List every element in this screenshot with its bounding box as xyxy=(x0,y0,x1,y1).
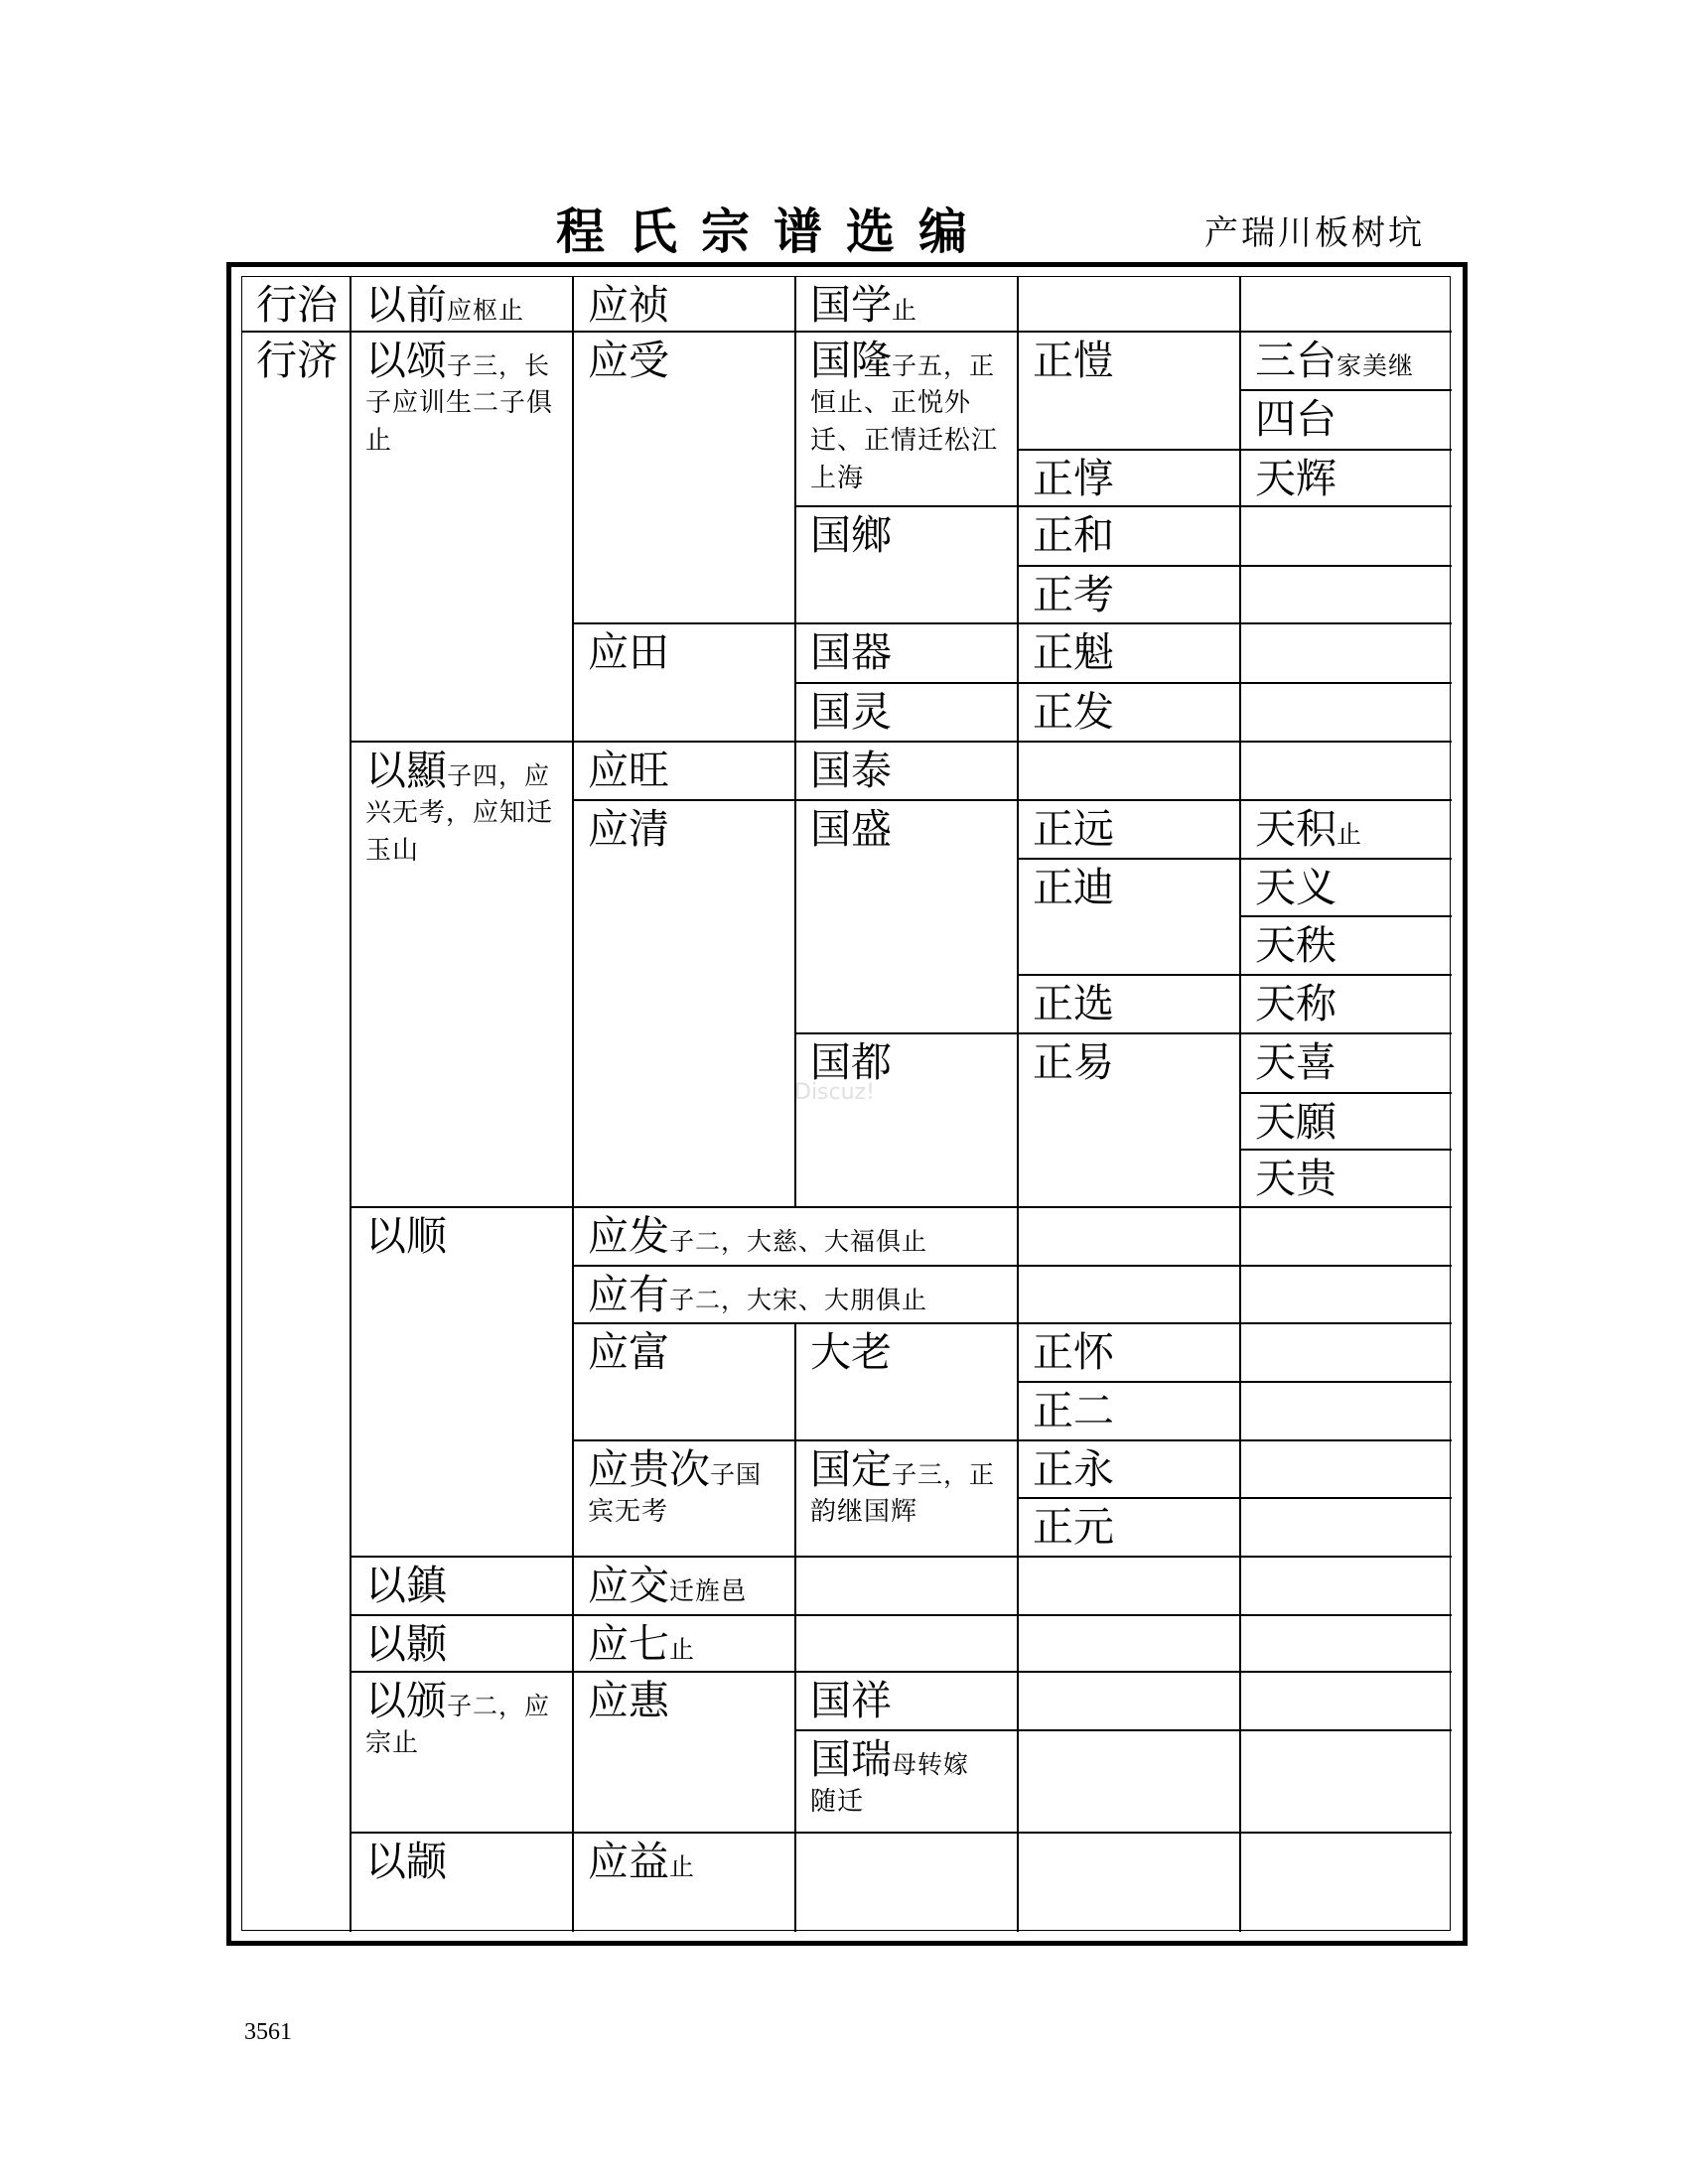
table-cell-r17c2 xyxy=(352,1208,574,1558)
table-cell-r27c6 xyxy=(1241,1834,1452,1932)
table-cell-r1c1 xyxy=(242,277,352,333)
table-cell-r14c5 xyxy=(1019,1034,1241,1208)
member-name: 正怀 xyxy=(1033,1328,1114,1376)
table-cell-r17c5 xyxy=(1019,1208,1241,1267)
table-cell-r24c6 xyxy=(1241,1616,1452,1673)
table-cell-r27c5 xyxy=(1019,1834,1241,1932)
table-cell-r6c6 xyxy=(1241,567,1452,624)
member-name: 以鎮 xyxy=(365,1562,447,1609)
table-cell-r23c6 xyxy=(1241,1558,1452,1616)
member-name: 国学 xyxy=(810,281,892,329)
member-note-continued: 韵继国辉 xyxy=(810,1497,918,1527)
member-name: 国瑞 xyxy=(810,1735,892,1783)
member-name: 应清 xyxy=(588,805,669,853)
member-name: 以顯 xyxy=(365,747,447,794)
table-cell-r7c4 xyxy=(796,624,1019,684)
member-note-continued: 宾无考 xyxy=(588,1497,669,1527)
table-cell-r14c6 xyxy=(1241,1034,1452,1094)
table-cell-r21c5 xyxy=(1019,1441,1241,1499)
table-cell-r5c5 xyxy=(1019,507,1241,567)
table-cell-r27c3 xyxy=(574,1834,796,1932)
member-name: 正和 xyxy=(1033,511,1114,559)
member-note: 迁旌邑 xyxy=(669,1576,748,1605)
table-cell-r27c4 xyxy=(796,1834,1019,1932)
table-cell-r25c4 xyxy=(796,1673,1019,1731)
member-name: 正易 xyxy=(1033,1038,1114,1086)
member-name: 天秩 xyxy=(1255,921,1336,969)
table-cell-r10c6 xyxy=(1241,801,1452,860)
table-cell-r17c6 xyxy=(1241,1208,1452,1267)
table-cell-r4c5 xyxy=(1019,451,1241,507)
member-name: 国鄉 xyxy=(810,511,892,559)
member-note: 止 xyxy=(669,1635,696,1664)
member-name: 应贵次 xyxy=(588,1445,710,1493)
table-cell-r24c4 xyxy=(796,1616,1019,1673)
table-cell-r5c4 xyxy=(796,507,1019,624)
member-name: 应益 xyxy=(588,1838,669,1885)
table-cell-r23c4 xyxy=(796,1558,1019,1616)
member-name: 应富 xyxy=(588,1328,669,1376)
member-name: 应受 xyxy=(588,337,669,384)
member-name: 国盛 xyxy=(810,805,892,853)
member-name: 以颂 xyxy=(365,337,447,384)
table-cell-r25c5 xyxy=(1019,1673,1241,1731)
table-cell-r1c4 xyxy=(796,277,1019,333)
table-cell-r8c5 xyxy=(1019,684,1241,743)
table-cell-r24c3 xyxy=(574,1616,796,1673)
table-cell-r1c5 xyxy=(1019,277,1241,333)
member-name: 应田 xyxy=(588,628,669,676)
member-note: 子三，正 xyxy=(892,1460,996,1489)
table-cell-r9c4 xyxy=(796,743,1019,801)
member-note-continued: 随迁 xyxy=(810,1787,865,1817)
member-name: 正魁 xyxy=(1033,628,1114,676)
member-note: 母转嫁 xyxy=(892,1750,970,1779)
member-name: 正考 xyxy=(1033,571,1114,618)
member-name: 正发 xyxy=(1033,688,1114,736)
member-name: 国都 xyxy=(810,1038,892,1086)
member-name: 三台 xyxy=(1255,337,1336,384)
table-cell-r21c3 xyxy=(574,1441,796,1558)
member-note: 应枢止 xyxy=(447,296,525,325)
table-cell-r21c4 xyxy=(796,1441,1019,1558)
table-cell-r18c3 xyxy=(574,1267,1019,1324)
member-note-continued: 兴无考，应知迁玉山 xyxy=(365,798,554,866)
table-cell-r22c5 xyxy=(1019,1499,1241,1558)
table-cell-r25c3 xyxy=(574,1673,796,1834)
member-name: 天贵 xyxy=(1255,1155,1336,1202)
member-name: 以顺 xyxy=(365,1212,447,1260)
table-cell-r7c3 xyxy=(574,624,796,743)
table-cell-r7c6 xyxy=(1241,624,1452,684)
member-note-continued: 宗止 xyxy=(365,1728,420,1758)
member-name: 天称 xyxy=(1255,980,1336,1027)
table-cell-r26c6 xyxy=(1241,1731,1452,1834)
member-name: 应有 xyxy=(588,1271,669,1318)
table-cell-r23c3 xyxy=(574,1558,796,1616)
table-cell-r22c6 xyxy=(1241,1499,1452,1558)
member-name: 天喜 xyxy=(1255,1038,1336,1086)
table-cell-r8c4 xyxy=(796,684,1019,743)
table-cell-r20c5 xyxy=(1019,1383,1241,1441)
table-cell-r1c2 xyxy=(352,277,574,333)
member-name: 四台 xyxy=(1255,395,1336,443)
table-cell-r3c6 xyxy=(1241,391,1452,451)
member-name: 应祯 xyxy=(588,281,669,329)
table-cell-r2c3 xyxy=(574,333,796,624)
member-name: 正元 xyxy=(1033,1503,1114,1551)
table-cell-r26c4 xyxy=(796,1731,1019,1834)
location-label: 产瑞川板树坑 xyxy=(1204,213,1425,253)
table-cell-r8c6 xyxy=(1241,684,1452,743)
member-name: 正远 xyxy=(1033,805,1114,853)
member-name: 天义 xyxy=(1255,864,1336,911)
member-note-continued: 恒止、正悦外迁、正情迁松江上海 xyxy=(810,388,999,493)
member-name: 正惇 xyxy=(1033,455,1114,502)
member-note: 止 xyxy=(669,1852,696,1881)
member-name: 大老 xyxy=(810,1328,892,1376)
member-name: 以颛 xyxy=(365,1838,447,1885)
table-cell-r18c6 xyxy=(1241,1267,1452,1324)
table-cell-r19c3 xyxy=(574,1324,796,1441)
member-note: 子三，长 xyxy=(447,351,551,380)
table-cell-r2c6 xyxy=(1241,333,1452,391)
table-cell-r10c4 xyxy=(796,801,1019,1034)
table-cell-r5c6 xyxy=(1241,507,1452,567)
table-cell-r23c5 xyxy=(1019,1558,1241,1616)
table-cell-r27c2 xyxy=(352,1834,574,1932)
table-cell-r24c2 xyxy=(352,1616,574,1673)
member-note: 子五，正 xyxy=(892,351,996,380)
table-cell-r26c5 xyxy=(1019,1731,1241,1834)
table-cell-r7c5 xyxy=(1019,624,1241,684)
member-name: 行济 xyxy=(256,337,338,384)
member-note-continued xyxy=(1255,384,1444,391)
member-name: 应七 xyxy=(588,1620,669,1668)
table-cell-r21c6 xyxy=(1241,1441,1452,1499)
table-cell-r20c6 xyxy=(1241,1383,1452,1441)
table-cell-r9c3 xyxy=(574,743,796,801)
member-name: 国隆 xyxy=(810,337,892,384)
table-cell-r25c6 xyxy=(1241,1673,1452,1731)
member-name: 国泰 xyxy=(810,747,892,794)
table-cell-r19c5 xyxy=(1019,1324,1241,1383)
table-cell-r13c5 xyxy=(1019,976,1241,1034)
table-cell-r1c3 xyxy=(574,277,796,333)
member-name: 国器 xyxy=(810,628,892,676)
table-cell-r11c5 xyxy=(1019,860,1241,976)
table-cell-r14c4 xyxy=(796,1034,1019,1208)
table-cell-r6c5 xyxy=(1019,567,1241,624)
member-name: 正迪 xyxy=(1033,864,1114,911)
table-cell-r25c2 xyxy=(352,1673,574,1834)
table-cell-r16c6 xyxy=(1241,1151,1452,1208)
member-name: 国祥 xyxy=(810,1677,892,1724)
table-cell-r11c6 xyxy=(1241,860,1452,917)
table-cell-r4c6 xyxy=(1241,451,1452,507)
member-note: 子二，大慈、大福俱止 xyxy=(669,1227,928,1256)
table-cell-r2c1 xyxy=(242,333,352,1932)
table-cell-r9c6 xyxy=(1241,743,1452,801)
member-note: 子二，大宋、大朋俱止 xyxy=(669,1286,928,1314)
table-cell-r9c2 xyxy=(352,743,574,1208)
table-cell-r10c5 xyxy=(1019,801,1241,860)
watermark: Discuz! xyxy=(794,1080,875,1105)
member-name: 国定 xyxy=(810,1445,892,1493)
table-cell-r10c3 xyxy=(574,801,796,1208)
table-cell-r13c6 xyxy=(1241,976,1452,1034)
table-cell-r23c2 xyxy=(352,1558,574,1616)
member-name: 应旺 xyxy=(588,747,669,794)
member-name: 以颁 xyxy=(365,1677,447,1724)
table-cell-r2c4 xyxy=(796,333,1019,507)
member-name: 正选 xyxy=(1033,980,1114,1027)
member-name: 应发 xyxy=(588,1212,669,1260)
page-title: 程氏宗谱选编 xyxy=(556,203,992,260)
member-name: 以颢 xyxy=(365,1620,447,1668)
member-name: 天积 xyxy=(1255,805,1336,853)
member-name: 以前 xyxy=(365,281,447,329)
table-cell-r17c3 xyxy=(574,1208,1019,1267)
table-cell-r12c6 xyxy=(1241,917,1452,976)
member-name: 天辉 xyxy=(1255,455,1336,502)
member-name: 天願 xyxy=(1255,1098,1336,1146)
member-note: 子四，应 xyxy=(447,761,551,790)
table-cell-r9c5 xyxy=(1019,743,1241,801)
member-name: 应交 xyxy=(588,1562,669,1609)
member-note: 子二，应 xyxy=(447,1692,551,1720)
member-name: 行治 xyxy=(256,281,338,329)
member-note: 止 xyxy=(892,296,918,325)
table-cell-r15c6 xyxy=(1241,1094,1452,1151)
table-cell-r2c5 xyxy=(1019,333,1241,451)
member-name: 国灵 xyxy=(810,688,892,736)
member-name: 正愷 xyxy=(1033,337,1114,384)
page-number: 3561 xyxy=(244,2019,292,2045)
member-name: 正二 xyxy=(1033,1387,1114,1434)
table-cell-r24c5 xyxy=(1019,1616,1241,1673)
table-cell-r1c6 xyxy=(1241,277,1452,333)
member-note: 止 xyxy=(1336,820,1363,849)
table-cell-r19c4 xyxy=(796,1324,1019,1441)
member-name: 正永 xyxy=(1033,1445,1114,1493)
member-note: 子国 xyxy=(710,1460,763,1489)
table-cell-r19c6 xyxy=(1241,1324,1452,1383)
table-cell-r2c2 xyxy=(352,333,574,743)
table-cell-r18c5 xyxy=(1019,1267,1241,1324)
member-name: 应惠 xyxy=(588,1677,669,1724)
member-note: 家美继 xyxy=(1336,351,1415,380)
member-note-continued: 子应训生二子俱止 xyxy=(365,388,554,456)
